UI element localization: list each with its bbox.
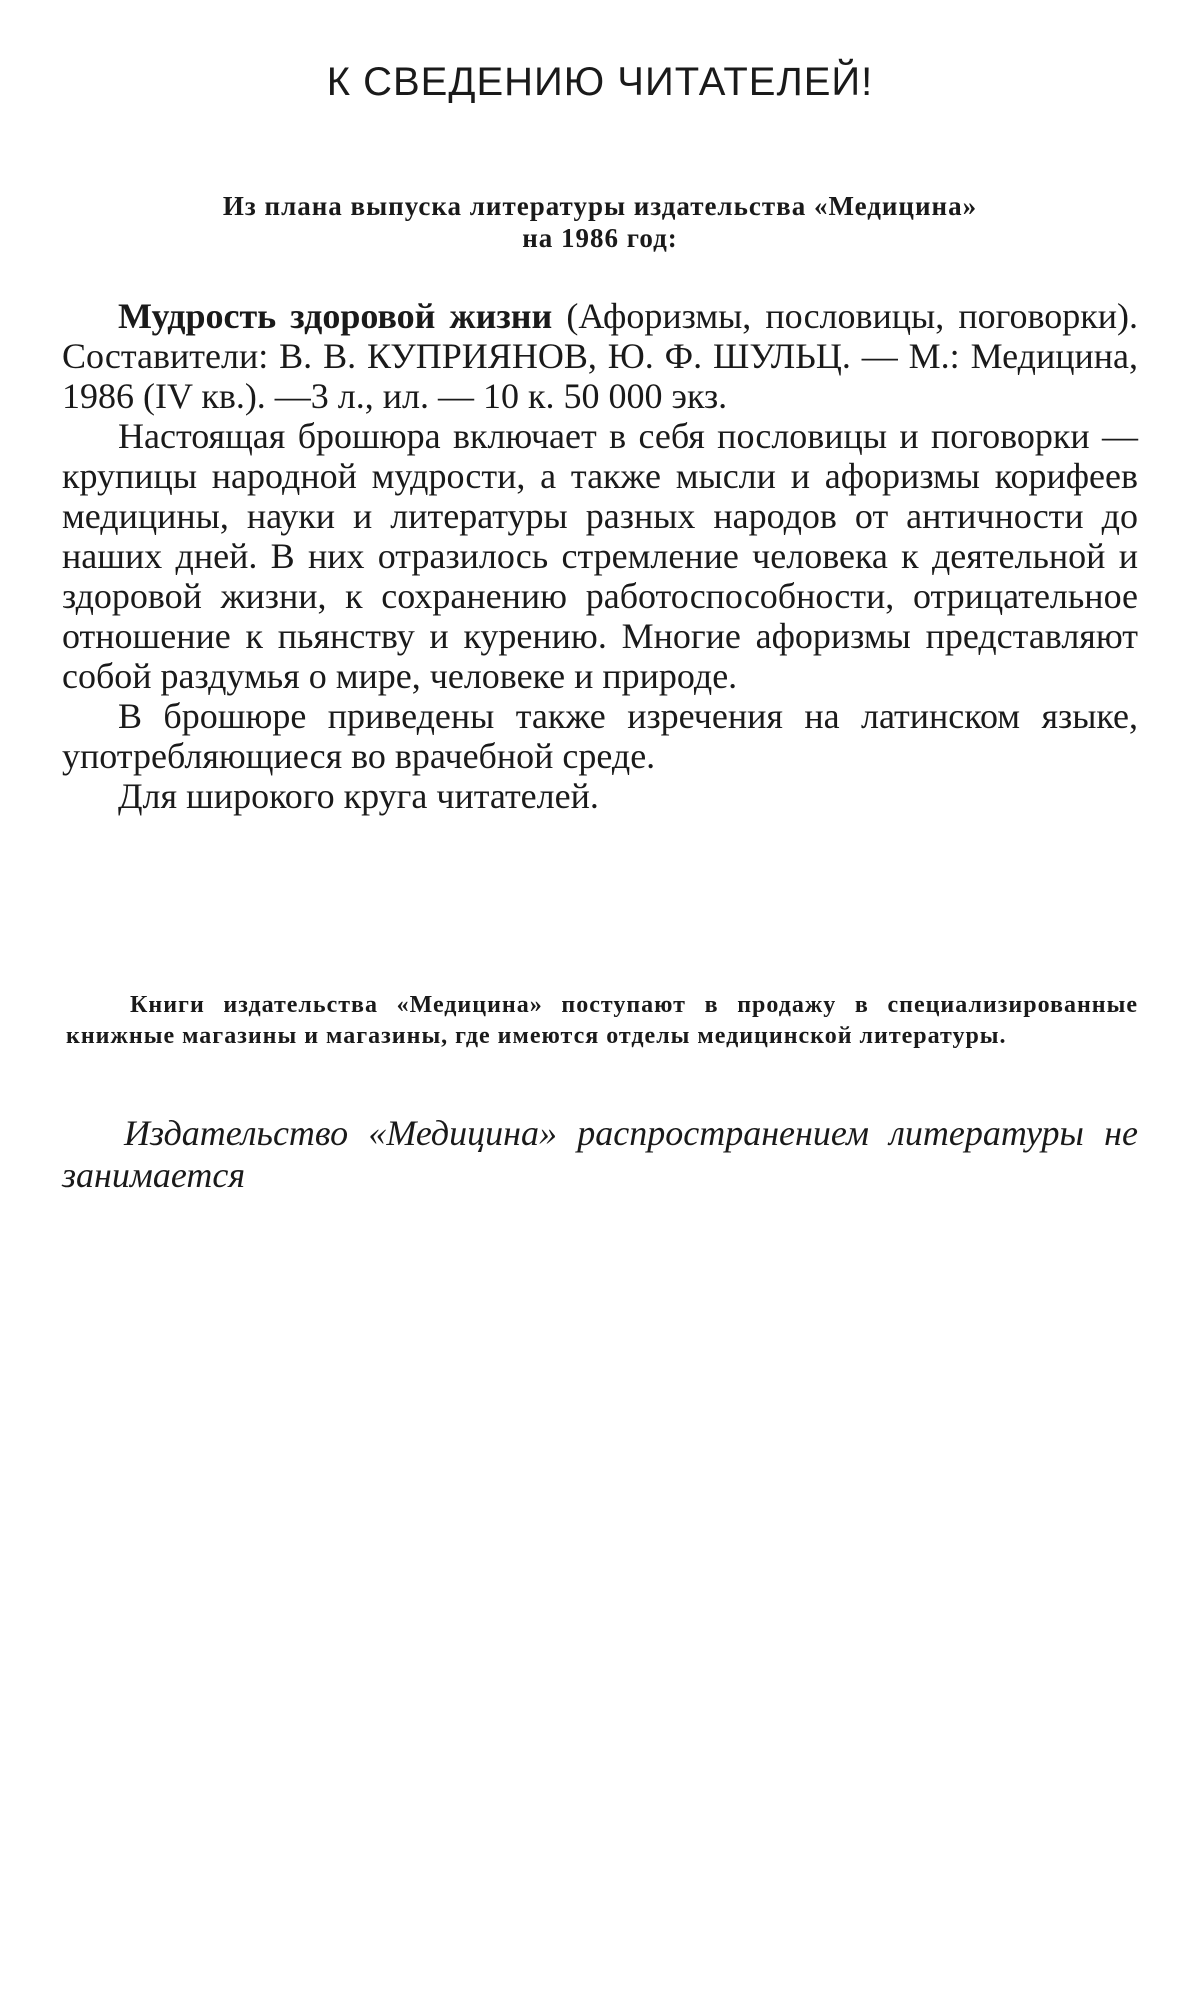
distribution-note: Издательство «Медицина» распространением литературы не занимается (62, 1113, 1138, 1195)
book-audience-paragraph: Для широкого круга читателей. (118, 776, 599, 816)
publishing-plan-header (62, 190, 1138, 254)
book-bibliography: (Афоризмы, пословицы, поговорки). Составители: В. В. КУПРИЯНОВ, Ю. Ф. ШУЛЬЦ. — М.: Медицина, 1986 (IV кв.). —3 л., ил. — 10 к. 50 000 экз. (62, 296, 1138, 416)
book-title: Мудрость здоровой жизни (118, 296, 553, 336)
plan-line-2: на 1986 год: (522, 223, 678, 253)
book-bibliography-paragraph (62, 296, 1138, 416)
book-description-paragraph: Настоящая брошюра включает в себя пословицы и поговорки — крупицы народной мудрости, а также мысли и афоризмы корифеев медицины, науки и литературы разных народов от античности до наших дней. В них отразилось стремление человека к деятельной и здоровой жизни, к сохранению работоспособности, отрицательное отношение к пьянству и курению. Многие афоризмы представляют собой раздумья о мире, человеке и природе. (62, 416, 1138, 696)
book-latin-paragraph: В брошюре приведены также изречения на латинском языке, употребляющиеся во врачебной среде. (62, 696, 1138, 776)
page-title: К СВЕДЕНИЮ ЧИТАТЕЛЕЙ! (326, 60, 874, 104)
book-entry (62, 296, 1138, 816)
sales-notice: Книги издательства «Медицина» поступают в продажу в специализированные книжные магазины и магазины, где имеются отделы медицинской литературы. (66, 992, 1138, 1049)
plan-line-1: Из плана выпуска литературы издательства «Медицина» (222, 191, 978, 221)
